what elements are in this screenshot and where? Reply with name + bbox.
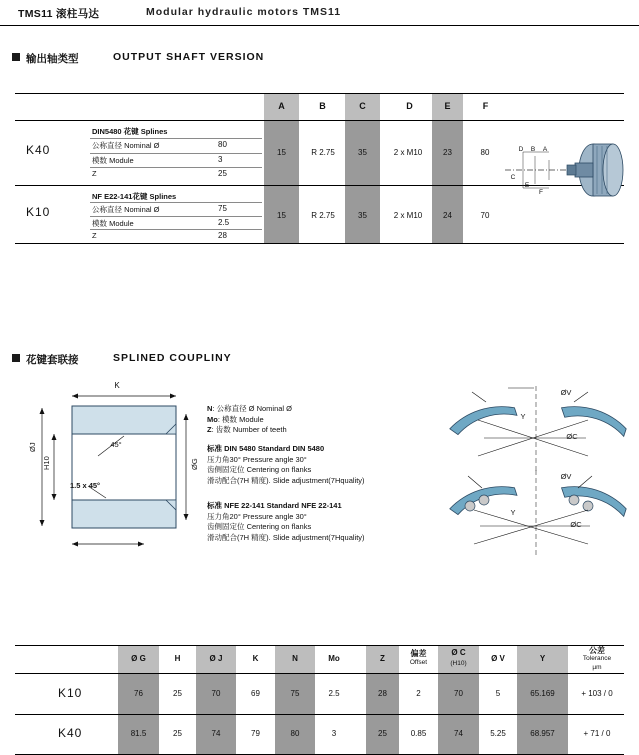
t1-row1-A: 15 — [277, 148, 286, 157]
t1-row1-p0-value: 80 — [218, 140, 227, 149]
hub-label-h10: H10 — [42, 456, 51, 470]
btm-row1-c2: 70 — [211, 689, 221, 698]
btm-row1-c11: + 103 / 0 — [581, 689, 613, 698]
t1-col-A: A — [278, 101, 285, 111]
btm-row1-c5: 2.5 — [328, 689, 340, 698]
section2-title-cn: 花键套联接 — [26, 354, 79, 366]
tooth-diagram-rollers — [438, 470, 634, 560]
btm-col-11: 公差 — [589, 646, 605, 655]
note-nfe-title: 标准 NFE 22-141 Standard NFE 22-141 — [207, 501, 342, 510]
t1-row2-sep1 — [90, 216, 262, 217]
t1-row1-p2-value: 25 — [218, 169, 227, 178]
btm-col-3: K — [252, 654, 259, 663]
shaft-label-D: D — [518, 146, 524, 153]
btm-row2-c10: 68.957 — [530, 729, 555, 738]
t1-row2-F: 70 — [480, 211, 490, 220]
t1-row2-A: 15 — [277, 211, 286, 220]
btm-row1-c3: 69 — [251, 689, 260, 698]
t1-row1-F: 80 — [480, 148, 490, 157]
note-nfe-line-2: 滑动配合(7H 精度). Slide adjustment(7Hquality) — [207, 532, 365, 542]
btm-row1-c0: 76 — [134, 689, 143, 698]
t1-row2-sep0 — [90, 202, 262, 203]
t1-row1-sep1 — [90, 153, 262, 154]
tooth2-label-oc: ØC — [570, 520, 582, 529]
t1-col-B: B — [319, 101, 326, 111]
legend-sym-2: Z — [207, 425, 212, 434]
hub-label-oj: ØJ — [28, 442, 37, 452]
shaft-label-F: F — [539, 189, 543, 196]
t1-row2-p2-label: Z — [92, 231, 97, 240]
t1-row2-sep2 — [90, 229, 262, 230]
btm-col-1: H — [174, 654, 181, 663]
t1-row2-p1-value: 2.5 — [218, 218, 230, 227]
t1-row2-D: 2 x M10 — [393, 211, 423, 220]
btm-row2-c4: 80 — [290, 729, 300, 738]
t1-row2-standard: NF E22-141花键 Splines — [92, 192, 177, 201]
t1-line-top — [15, 93, 624, 94]
t1-row1-p2-label: Z — [92, 169, 97, 178]
btm-col-10: Y — [539, 654, 546, 663]
t1-row2-p1-label: 模数 Module — [92, 219, 134, 228]
section1-title-cn: 输出轴类型 — [26, 53, 79, 65]
btm-line-mid — [15, 714, 624, 715]
btm-row1-c8: 70 — [454, 689, 463, 698]
t1-row1-B: R 2.75 — [311, 148, 335, 157]
btm-col-11-sub2: µm — [592, 664, 602, 671]
hub-label-chamfer: 1.5 x 45° — [69, 481, 101, 490]
btm-row2-c1: 25 — [173, 729, 182, 738]
t1-row2-p0-label: 公称直径 Nominal Ø — [92, 205, 160, 214]
hub-label-K: K — [114, 381, 120, 390]
btm-row1-c6: 28 — [378, 689, 387, 698]
btm-col-5: Mo — [328, 654, 340, 663]
tooth1-label-y: Y — [520, 412, 526, 421]
header-title-en: Modular hydraulic motors TMS11 — [146, 6, 342, 18]
note-din-line-0: 压力角30° Pressure angle 30° — [207, 454, 307, 464]
tooth2-label-ov: ØV — [560, 472, 572, 481]
t1-col-D: D — [406, 101, 413, 111]
btm-row1-c10: 65.169 — [530, 689, 555, 698]
note-block-din — [207, 444, 365, 486]
btm-col-7: 偏差 — [410, 649, 427, 658]
btm-row2-c5: 3 — [331, 729, 337, 738]
legend-block — [207, 404, 292, 436]
legend-txt-2: : 齿数 Number of teeth — [211, 425, 287, 434]
tooth1-label-oc: ØC — [566, 432, 578, 441]
tooth1-label-ov: ØV — [560, 388, 572, 397]
btm-col-6: Z — [380, 654, 385, 663]
t1-col-F: F — [482, 101, 489, 111]
t1-row2-E: 24 — [443, 211, 452, 220]
t1-row1-name: K40 — [26, 143, 51, 157]
shaft-label-E: E — [524, 182, 530, 189]
note-block-nfe — [207, 501, 365, 543]
shaft-label-B: B — [530, 146, 536, 153]
t1-row1-p1-label: 模数 Module — [92, 156, 134, 165]
t1-row1-sep2 — [90, 167, 262, 168]
hub-label-angle: 45° — [110, 440, 122, 449]
note-din-title: 标准 DIN 5480 Standard DIN 5480 — [207, 444, 325, 453]
t1-row1-standard: DIN5480 花键 Splines — [92, 127, 168, 136]
bullet-square-2 — [12, 354, 20, 362]
btm-row1-c4: 75 — [290, 689, 300, 698]
t1-row1-D: 2 x M10 — [393, 148, 423, 157]
btm-col-9: Ø V — [491, 654, 505, 663]
t1-row1-sep0 — [90, 138, 262, 139]
btm-col-8: Ø C — [451, 648, 466, 657]
t1-line-head — [15, 120, 624, 121]
btm-col-11-sub: Tolerance — [582, 655, 612, 662]
legend-txt-1: : 模数 Module — [217, 414, 264, 424]
btm-row2-c7: 0.85 — [410, 729, 427, 738]
note-nfe-line-0: 压力角20° Pressure angle 30° — [207, 511, 307, 521]
t1-row1-p0-label: 公称直径 Nominal Ø — [92, 141, 160, 150]
t1-col-C: C — [359, 101, 366, 111]
btm-row1-name: K10 — [58, 686, 83, 700]
tooth2-label-y: Y — [510, 508, 516, 517]
btm-row2-name: K40 — [58, 726, 83, 740]
btm-col-7-sub: Offset — [409, 659, 428, 666]
t1-row2-p0-value: 75 — [218, 204, 227, 213]
btm-row2-c6: 25 — [378, 729, 387, 738]
note-din-line-2: 滑动配合(7H 精度). Slide adjustment(7Hquality) — [207, 475, 365, 485]
shaft-label-C: C — [510, 174, 516, 181]
hub-label-og: ØG — [190, 458, 199, 470]
t1-row2-name: K10 — [26, 205, 51, 219]
btm-col-8-sub: (H10) — [450, 660, 467, 667]
btm-col-2: Ø J — [209, 654, 223, 663]
t1-col-E: E — [444, 101, 451, 111]
spline-hub-drawing — [28, 378, 196, 558]
section2-title-en: SPLINED COUPLINY — [113, 352, 232, 364]
t1-row2-p2-value: 28 — [218, 231, 227, 240]
legend-txt-0: : 公称直径 Ø Nominal Ø — [212, 404, 293, 413]
header-title-cn: TMS11 滚柱马达 — [18, 8, 100, 20]
btm-line-head — [15, 673, 624, 674]
btm-row2-c8: 74 — [454, 729, 463, 738]
section1-title-en: OUTPUT SHAFT VERSION — [113, 51, 265, 63]
btm-row2-c11: + 71 / 0 — [583, 729, 611, 738]
shaft-drawing — [505, 130, 635, 210]
legend-sym-1: Mo — [207, 414, 218, 424]
btm-col-4: N — [292, 654, 298, 663]
shaft-label-A: A — [542, 146, 548, 153]
btm-row1-c1: 25 — [173, 689, 182, 698]
legend-sym-0: N — [207, 404, 213, 413]
t1-line-bottom — [15, 243, 624, 244]
t1-row1-p1-value: 3 — [218, 155, 223, 164]
t1-row1-C: 35 — [358, 148, 367, 157]
btm-row2-c9: 5.25 — [490, 729, 506, 738]
bullet-square-1 — [12, 53, 20, 61]
btm-line-top — [15, 645, 624, 646]
btm-row2-c0: 81.5 — [130, 729, 147, 738]
page-header — [0, 0, 639, 25]
btm-row1-c9: 5 — [495, 689, 501, 698]
t1-row1-E: 23 — [443, 148, 452, 157]
tooth-diagram-flank — [438, 386, 634, 476]
note-din-line-1: 齿侧固定位 Centering on flanks — [207, 465, 312, 474]
t1-row2-C: 35 — [358, 211, 367, 220]
btm-row2-c3: 79 — [251, 729, 260, 738]
btm-col-0: Ø G — [131, 654, 146, 663]
btm-row1-c7: 2 — [416, 689, 421, 698]
note-nfe-line-1: 齿侧固定位 Centering on flanks — [207, 522, 312, 531]
t1-row2-B: R 2.75 — [311, 211, 335, 220]
header-rule — [0, 25, 639, 26]
btm-row2-c2: 74 — [211, 729, 221, 738]
